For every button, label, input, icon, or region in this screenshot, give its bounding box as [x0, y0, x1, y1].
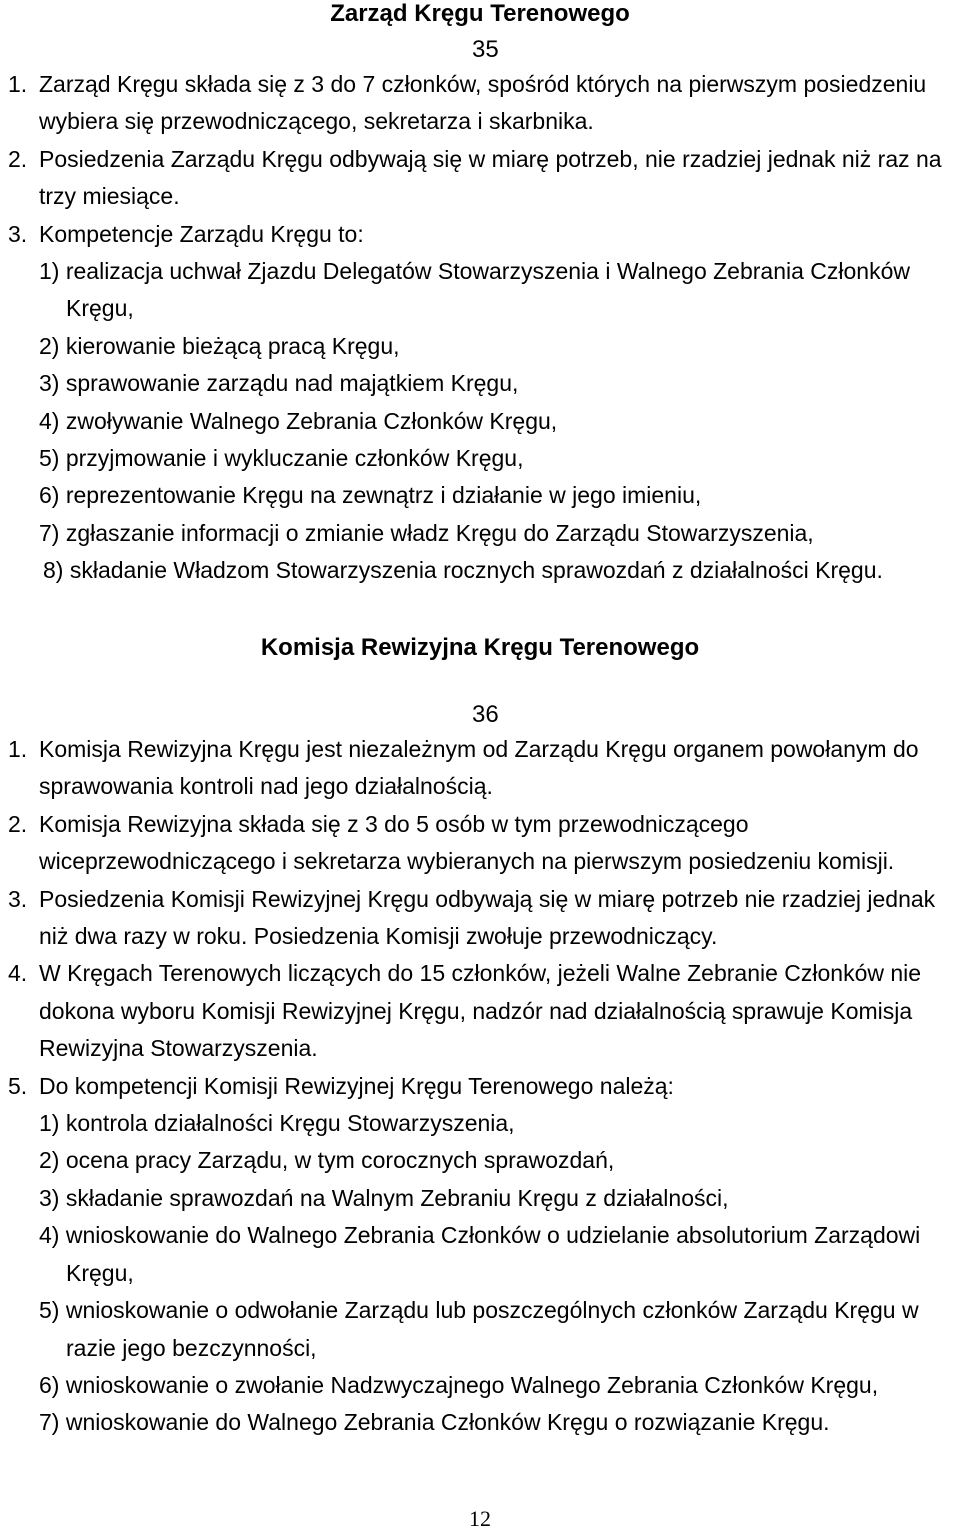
list-item: [8, 141, 960, 216]
list-item: [8, 216, 960, 590]
list-item-text: Posiedzenia Komisji Rewizyjnej Kręgu odbywają się w miarę potrzeb nie rzadziej jednak niż dwa razy w roku. Posiedzenia Komisji zwołuje przewodniczący.: [39, 885, 936, 950]
competence-item: 5) przyjmowanie i wykluczanie członków Kręgu,: [39, 445, 524, 472]
list-item-number: 4.: [8, 960, 28, 987]
list-item: [8, 1068, 960, 1442]
list-item-text: Posiedzenia Zarządu Kręgu odbywają się w miarę potrzeb, nie rzadziej jednak niż raz na trzy miesiące.: [39, 145, 942, 210]
list-item-number: 2.: [8, 145, 28, 172]
competence-item: 5) wnioskowanie o odwołanie Zarządu lub poszczególnych członków Zarządu Kręgu w razie jego bezczynności,: [39, 1297, 919, 1361]
section-management-board-content: [8, 66, 960, 590]
list-item-text: Kompetencje Zarządu Kręgu to:: [39, 220, 364, 247]
section-audit-committee-content: [8, 731, 960, 1442]
page-number: 12: [469, 1506, 491, 1531]
list-item: [8, 806, 960, 881]
list-item-number: 3.: [8, 220, 28, 247]
competence-item: 2) kierowanie bieżącą pracą Kręgu,: [39, 332, 400, 359]
competence-item: 4) zwoływanie Walnego Zebrania Członków Kręgu,: [39, 407, 558, 434]
list-item: [8, 731, 960, 806]
competence-item: 3) sprawowanie zarządu nad majątkiem Kręgu,: [39, 370, 519, 397]
list-item: [8, 66, 960, 141]
section-title-audit-committee: Komisja Rewizyjna Kręgu Terenowego: [260, 634, 700, 661]
competence-item: 7) zgłaszanie informacji o zmianie władz Kręgu do Zarządu Stowarzyszenia,: [39, 519, 814, 546]
list-item-body: [39, 216, 960, 590]
list-item-number: 2.: [8, 810, 28, 837]
list-item-body: [39, 1068, 960, 1442]
competence-item: 2) ocena pracy Zarządu, w tym corocznych sprawozdań,: [39, 1147, 615, 1174]
paragraph-number-text: 36: [472, 701, 499, 728]
competence-item: 4) wnioskowanie do Walnego Zebrania Członków o udzielanie absolutorium Zarządowi Kręgu,: [39, 1222, 921, 1286]
list-item-number: 1.: [8, 71, 28, 97]
competence-item: 1) realizacja uchwał Zjazdu Delegatów Stowarzyszenia i Walnego Zebrania Członków Kręgu,: [39, 258, 911, 322]
list-item-number: 5.: [8, 1072, 28, 1099]
list-item: [8, 881, 960, 956]
competence-item: 3) składanie sprawozdań na Walnym Zebraniu Kręgu z działalności,: [39, 1184, 729, 1211]
competence-item: 6) wnioskowanie o zwołanie Nadzwyczajnego Walnego Zebrania Członków Kręgu,: [39, 1371, 879, 1398]
list-item: [8, 955, 960, 1067]
competence-item: 1) kontrola działalności Kręgu Stowarzyszenia,: [39, 1110, 515, 1137]
list-item-text: Zarząd Kręgu składa się z 3 do 7 członków, spośród których na pierwszym posiedzeniu wybiera się przewodniczącego, sekretarza i skarbnika.: [39, 71, 927, 135]
list-item-text: Komisja Rewizyjna Kręgu jest niezależnym od Zarządu Kręgu organem powołanym do sprawowania kontroli nad jego działalnością.: [39, 736, 919, 800]
list-item-number: 1.: [8, 736, 28, 762]
paragraph-number-36: [472, 701, 499, 729]
section-title-management-board: Zarząd Kręgu Terenowego: [330, 0, 630, 27]
competence-item: 6) reprezentowanie Kręgu na zewnątrz i działanie w jego imieniu,: [39, 482, 702, 509]
competence-item: 7) wnioskowanie do Walnego Zebrania Członków Kręgu o rozwiązanie Kręgu.: [39, 1409, 830, 1436]
list-item-text: W Kręgach Terenowych liczących do 15 członków, jeżeli Walne Zebranie Członków nie dokona wyboru Komisji Rewizyjnej Kręgu, nadzór nad działalnością sprawuje Komisja Rewizyjna Stowarzyszenia.: [39, 960, 922, 1062]
list-item-text: Do kompetencji Komisji Rewizyjnej Kręgu Terenowego należą:: [39, 1072, 674, 1099]
paragraph-number-35: [472, 36, 499, 64]
competence-item: 8) składanie Władzom Stowarzyszenia rocznych sprawozdań z działalności Kręgu.: [43, 557, 883, 584]
paragraph-number-text: 35: [472, 36, 499, 63]
list-item-number: 3.: [8, 885, 28, 912]
list-item-text: Komisja Rewizyjna składa się z 3 do 5 osób w tym przewodniczącego wiceprzewodniczącego i sekretarza wybieranych na pierwszym posiedzeniu komisji.: [39, 810, 895, 875]
